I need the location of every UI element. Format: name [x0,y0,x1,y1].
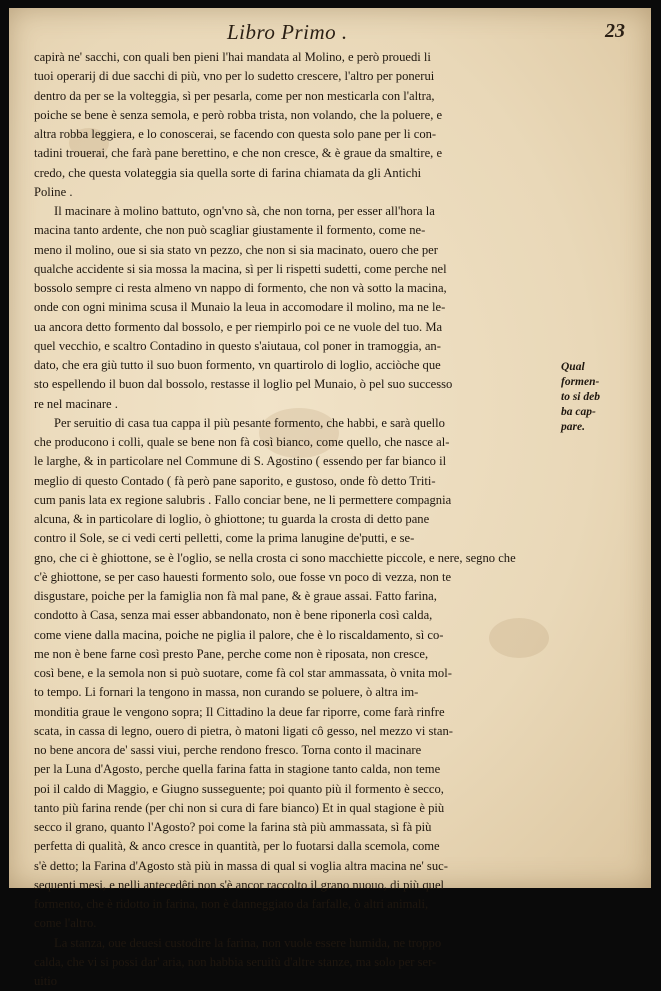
running-head: Libro Primo . [227,20,348,45]
paragraph [34,934,554,991]
text-line: contro il Sole, se ci vedi certi pelletti, come la prima lanugine de'putti, e se- [34,529,554,548]
text-line: tanto più farina rende (per chi non si cura di fare bianco) Et in qual stagione è più [34,799,554,818]
text-line: macina tanto ardente, che non può scagliar giustamente il formento, come ne- [34,221,554,240]
text-line: come viene dalla macina, poiche ne piglia il palore, che è lo riscaldamento, sì co- [34,626,554,645]
text-line: secco il grano, quanto l'Agosto? poi come la farina stà più ammassata, sì fà più [34,818,554,837]
paragraph [34,414,554,934]
text-line: formento, che è ridotto in farina, non è danneggiato da farfalle, ò altri animali, [34,895,554,914]
text-line: cum panis lata ex regione salubris . Fallo conciar bene, ne li permettere compagnia [34,491,554,510]
text-line: sto espellendo il buon dal bossolo, restasse il loglio pel Munaio, ò pel suo successo [34,375,554,394]
page-number: 23 [605,20,625,43]
text-line: altra robba leggiera, e lo conoscerai, se facendo con questa solo pane per li con- [34,125,554,144]
text-line: condotto à Casa, senza mai esser abbandonato, non è bene riponerla così calda, [34,606,554,625]
marginal-note-line: ba cap- [561,405,641,420]
page-header [9,18,651,48]
text-line: tadini trouerai, che farà pane berettino, e che non cresce, & è graue da smaltire, e [34,144,554,163]
text-line: alcuna, & in particolare di loglio, ò ghiottone; tu guarda la crosta di detto pane [34,510,554,529]
text-line: monditia graue le vengono sopra; Il Cittadino la deue far riporre, come farà rinfre [34,703,554,722]
text-line: s'è detto; la Farina d'Agosto stà più in massa di qual si voglia altra macina ne' suc- [34,857,554,876]
text-line: le larghe, & in particolare nel Commune di S. Agostino ( essendo per far bianco il [34,452,554,471]
text-line: dato, che era giù tutto il suo buon formento, vn quartirolo di loglio, acciòche que [34,356,554,375]
paragraph [34,48,554,202]
text-line: poiche se bene è senza semola, e però robba trista, non volando, che la poluere, e [34,106,554,125]
text-line: calda, che vi si possi dar' aria, non habbia seruitù d'altre stanze, ma solo per ser- [34,953,554,972]
text-line: tuoi operarij di due sacchi di più, vno per lo sudetto crescere, l'altro per ponerui [34,67,554,86]
book-page [9,8,651,888]
text-line: c'è ghiottone, se per caso hauesti formento solo, oue fosse vn poco di vezza, non te [34,568,554,587]
text-line: onde con ogni minima scusa il Munaio la leua in accomodare il molino, ma ne le- [34,298,554,317]
body-text [34,48,554,991]
text-line: Per seruitio di casa tua cappa il più pesante formento, che habbi, e sarà quello [34,414,554,433]
text-line: capirà ne' sacchi, con quali ben pieni l'hai mandata al Molino, e però prouedi li [34,48,554,67]
marginal-note-line: Qual [561,360,641,375]
text-line: me non è bene farne così presto Pane, perche come non è riposata, non cresce, [34,645,554,664]
text-line: sequenti mesi, e nelli antecedêti non s'è ancor raccolto il grano nuouo, di più quel [34,876,554,895]
text-line: uitio [34,972,554,991]
text-line: Il macinare à molino battuto, ogn'vno sà, che non torna, per esser all'hora la [34,202,554,221]
marginal-note [561,360,641,435]
text-line: La stanza, oue deuesi custodire la farina, non vuole essere humida, ne troppo [34,934,554,953]
text-line: quel vecchio, e scaltro Contadino in questo s'aiutaua, col poner in tramoggia, an- [34,337,554,356]
text-line: scata, in cassa di legno, ouero di pietra, ò matoni ligati cô gesso, nel mezzo vi stan- [34,722,554,741]
text-line: meno il molino, oue si sia stato vn pezzo, che non si sia macinato, ouero che per [34,241,554,260]
text-line: gno, che ci è ghiottone, se è l'oglio, se nella crosta ci sono macchiette piccole, e nere, segno che [34,549,554,568]
text-line: così bene, e la semola non si può suotare, come fà col star ammassata, ò vnita mol- [34,664,554,683]
text-line: Poline . [34,183,554,202]
text-line: no bene ancora de' sassi viui, perche rendono fresco. Torna conto il macinare [34,741,554,760]
text-line: perfetta di qualità, & anco cresce in quantità, per lo fuotarsi dalla scemola, come [34,837,554,856]
text-line: bossolo sempre ci resta almeno vn nappo di formento, che non và sotto la macina, [34,279,554,298]
text-line: disgustare, poiche per la famiglia non fà mal pane, & è graue assai. Fatto farina, [34,587,554,606]
marginal-note-line: formen- [561,375,641,390]
text-line: come l'altro. [34,914,554,933]
text-line: meglio di questo Contado ( fà però pane saporito, e gustoso, onde fò detto Triti- [34,472,554,491]
paragraph [34,202,554,414]
text-line: credo, che questa volateggia sia quella sorte di farina chiamata da gli Antichi [34,164,554,183]
marginal-note-line: to si deb [561,390,641,405]
text-line: poi il caldo di Maggio, e Giugno susseguente; poi quanto più il formento è secco, [34,780,554,799]
marginal-note-line: pare. [561,420,641,435]
text-line: per la Luna d'Agosto, perche quella farina fatta in stagione tanto calda, non teme [34,760,554,779]
text-line: qualche accidente si sia mossa la macina, sì per li rispetti sudetti, come perche nel [34,260,554,279]
text-line: to tempo. Li fornari la tengono in massa, non curando se poluere, ò altra im- [34,683,554,702]
text-line: dentro da per se la volteggia, sì per pesarla, come per non mesticarla con l'altra, [34,87,554,106]
text-line: re nel macinare . [34,395,554,414]
text-line: ua ancora detto formento dal bossolo, e per riempirlo poi ce ne vuole del tuo. Ma [34,318,554,337]
text-line: che producono i colli, quale se bene non fà così bianco, come quello, che nasce al- [34,433,554,452]
